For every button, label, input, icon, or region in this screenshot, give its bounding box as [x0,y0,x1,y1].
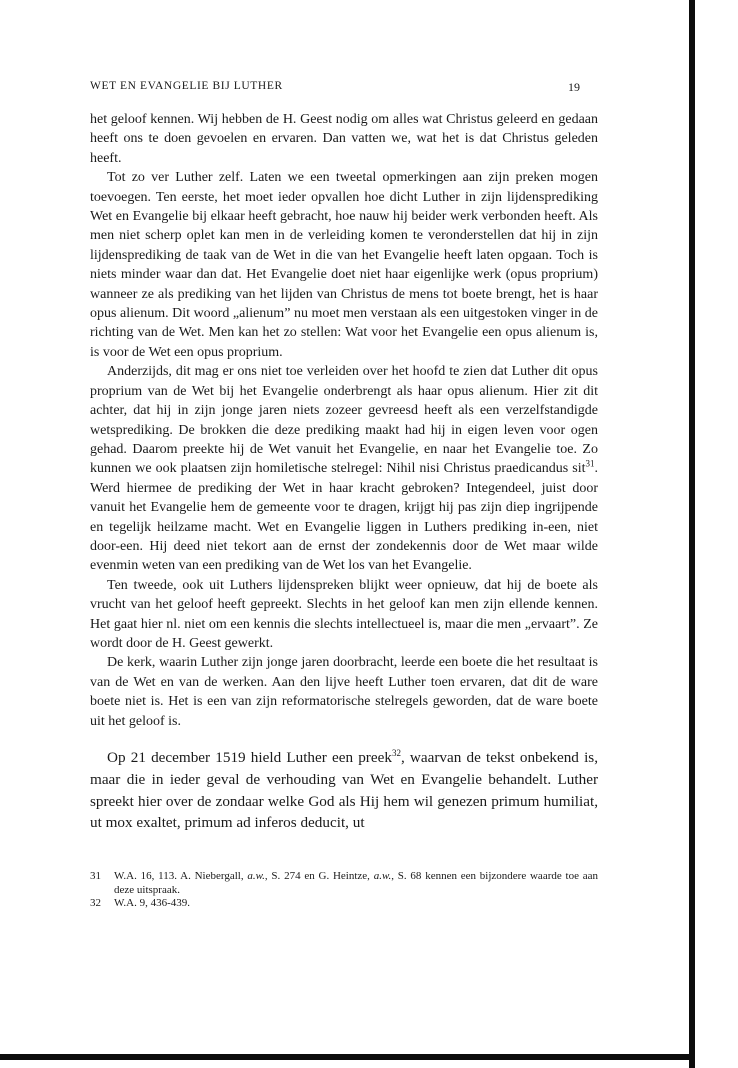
paragraph-2: Tot zo ver Luther zelf. Laten we een tweetal opmerkingen aan zijn preken mogen toevoegen. Ten eerste, het moet ieder opvallen hoe dicht Luther in zijn lijdensprediking Wet en Evangelie bij elkaar heeft gebracht, hoe nauw hij beider werk verbonden heeft. Als men niet scherp oplet kan men in de verleiding komen te veronderstellen dat hij in zijn lijdensprediking de taak van de Wet in die van het Evangelie heeft laten opgaan. Toch is niets minder waar dan dat. Het Evangelie doet niet haar eigenlijke werk (opus proprium) wanneer ze als prediking van het lijden van Christus de mens tot boete brengt, het is haar opus alienum. Dit woord „alienum” nu moet men verstaan als een uitgestoken vinger in de richting van de Wet. Men kan het zo stellen: Wat voor het Evangelie een opus alienum is, is voor de Wet een opus proprium. [90,170,598,360]
paragraph-1: het geloof kennen. Wij hebben de H. Geest nodig om alles wat Christus geleerd en gedaan heeft ons te doen gevoelen en ervaren. Dan vatten we, wat het is dat Christus geleden heeft. [90,112,598,166]
footnote-text-part: , S. 274 en G. Heintze, [264,870,374,882]
footnote-text: W.A. 9, 436-439. [114,897,190,910]
paragraph-4: Ten tweede, ook uit Luthers lijdenspreken blijkt weer opnieuw, dat hij de boete als vrucht van het geloof heeft gepreekt. Slechts in het geloof kan men zijn ellende kennen. Het gaat hier nl. niet om een kennis die slechts intellectueel is, maar die men „ervaart”. Ze wordt door de H. Geest gewerkt. [90,577,598,651]
footnote-text [114,870,598,897]
paragraph-3-part-a: Anderzijds, dit mag er ons niet toe verleiden over het hoofd te zien dat Luther dit opus proprium van de Wet bij het Evangelie onderbrengt als haar opus alienum. Hier zit dit achter, dat hij in zijn jonge jaren niets zozeer gevreesd heeft als een verzelfstandigde wetsprediking. De brokken die deze prediking maakt had hij in eigen leven voor ogen gehad. Daarom preekte hij de Wet vanuit het Evangelie, en naar het Evangelie toe. Zo kunnen we ook plaatsen zijn homiletische stelregel: Nihil nisi Christus praedicandus sit [90,364,598,477]
footnote-text-part: , S. 68 kennen een bijzondere waarde toe aan deze uitspraak. [114,870,599,896]
page-edge-bar-right [689,0,695,1068]
footnote-31 [90,870,598,897]
footnote-abbrev: a.w. [373,870,392,882]
paragraph-3-part-b: . Werd hiermee de prediking der Wet in haar kracht gebroken? Integendeel, juist door vanuit het Evangelie hem de gemeente voor te dragen, krijgt hij pas zijn diep ingrijpende en tegelijk heilzame macht. Wet en Evangelie liggen in Luthers prediking in-een, niet door-een. Hij deed niet tekort aan de ernst der zondekennis door de Wet maar wilde evenmin weten van een prediking van de Wet los van het Evangelie. [90,461,598,574]
footnote-ref-31: 31 [585,458,595,469]
footnote-number: 31 [90,870,101,882]
footnote-32 [90,897,598,911]
running-head [90,80,690,98]
body-text [90,110,598,834]
paragraph-6-part-a: Op 21 december 1519 hield Luther een preek [107,749,392,766]
footnote-text-part: W.A. 16, 113. A. Niebergall, [114,870,248,882]
page-number: 19 [568,80,580,94]
page-edge-bar-bottom [0,1054,695,1060]
paragraph-5: De kerk, waarin Luther zijn jonge jaren doorbracht, leerde een boete die het resultaat is van de Wet en van de werken. Aan den lijve heeft Luther toen ervaren, dat dit de ware boete niet is. Het is een van zijn reformatorische stelregels geworden, dat de ware boete uit het geloof is. [90,655,598,729]
paragraph-3 [90,362,598,575]
paragraph-6-part-b: , waarvan de tekst onbekend is, maar die in ieder geval de verhouding van Wet en Evangelie behandelt. Luther spreekt hier over de zondaar welke God als Hij hem wil genezen primum humiliat, ut mox exaltet, primum ad inferos deducit, ut [90,749,598,832]
footnotes [90,870,598,911]
footnote-ref-32: 32 [391,747,401,758]
paragraph-6 [90,747,598,834]
footnote-number: 32 [90,897,101,910]
footnote-abbrev: a.w. [247,870,265,882]
running-title: WET EN EVANGELIE BIJ LUTHER [90,80,283,92]
